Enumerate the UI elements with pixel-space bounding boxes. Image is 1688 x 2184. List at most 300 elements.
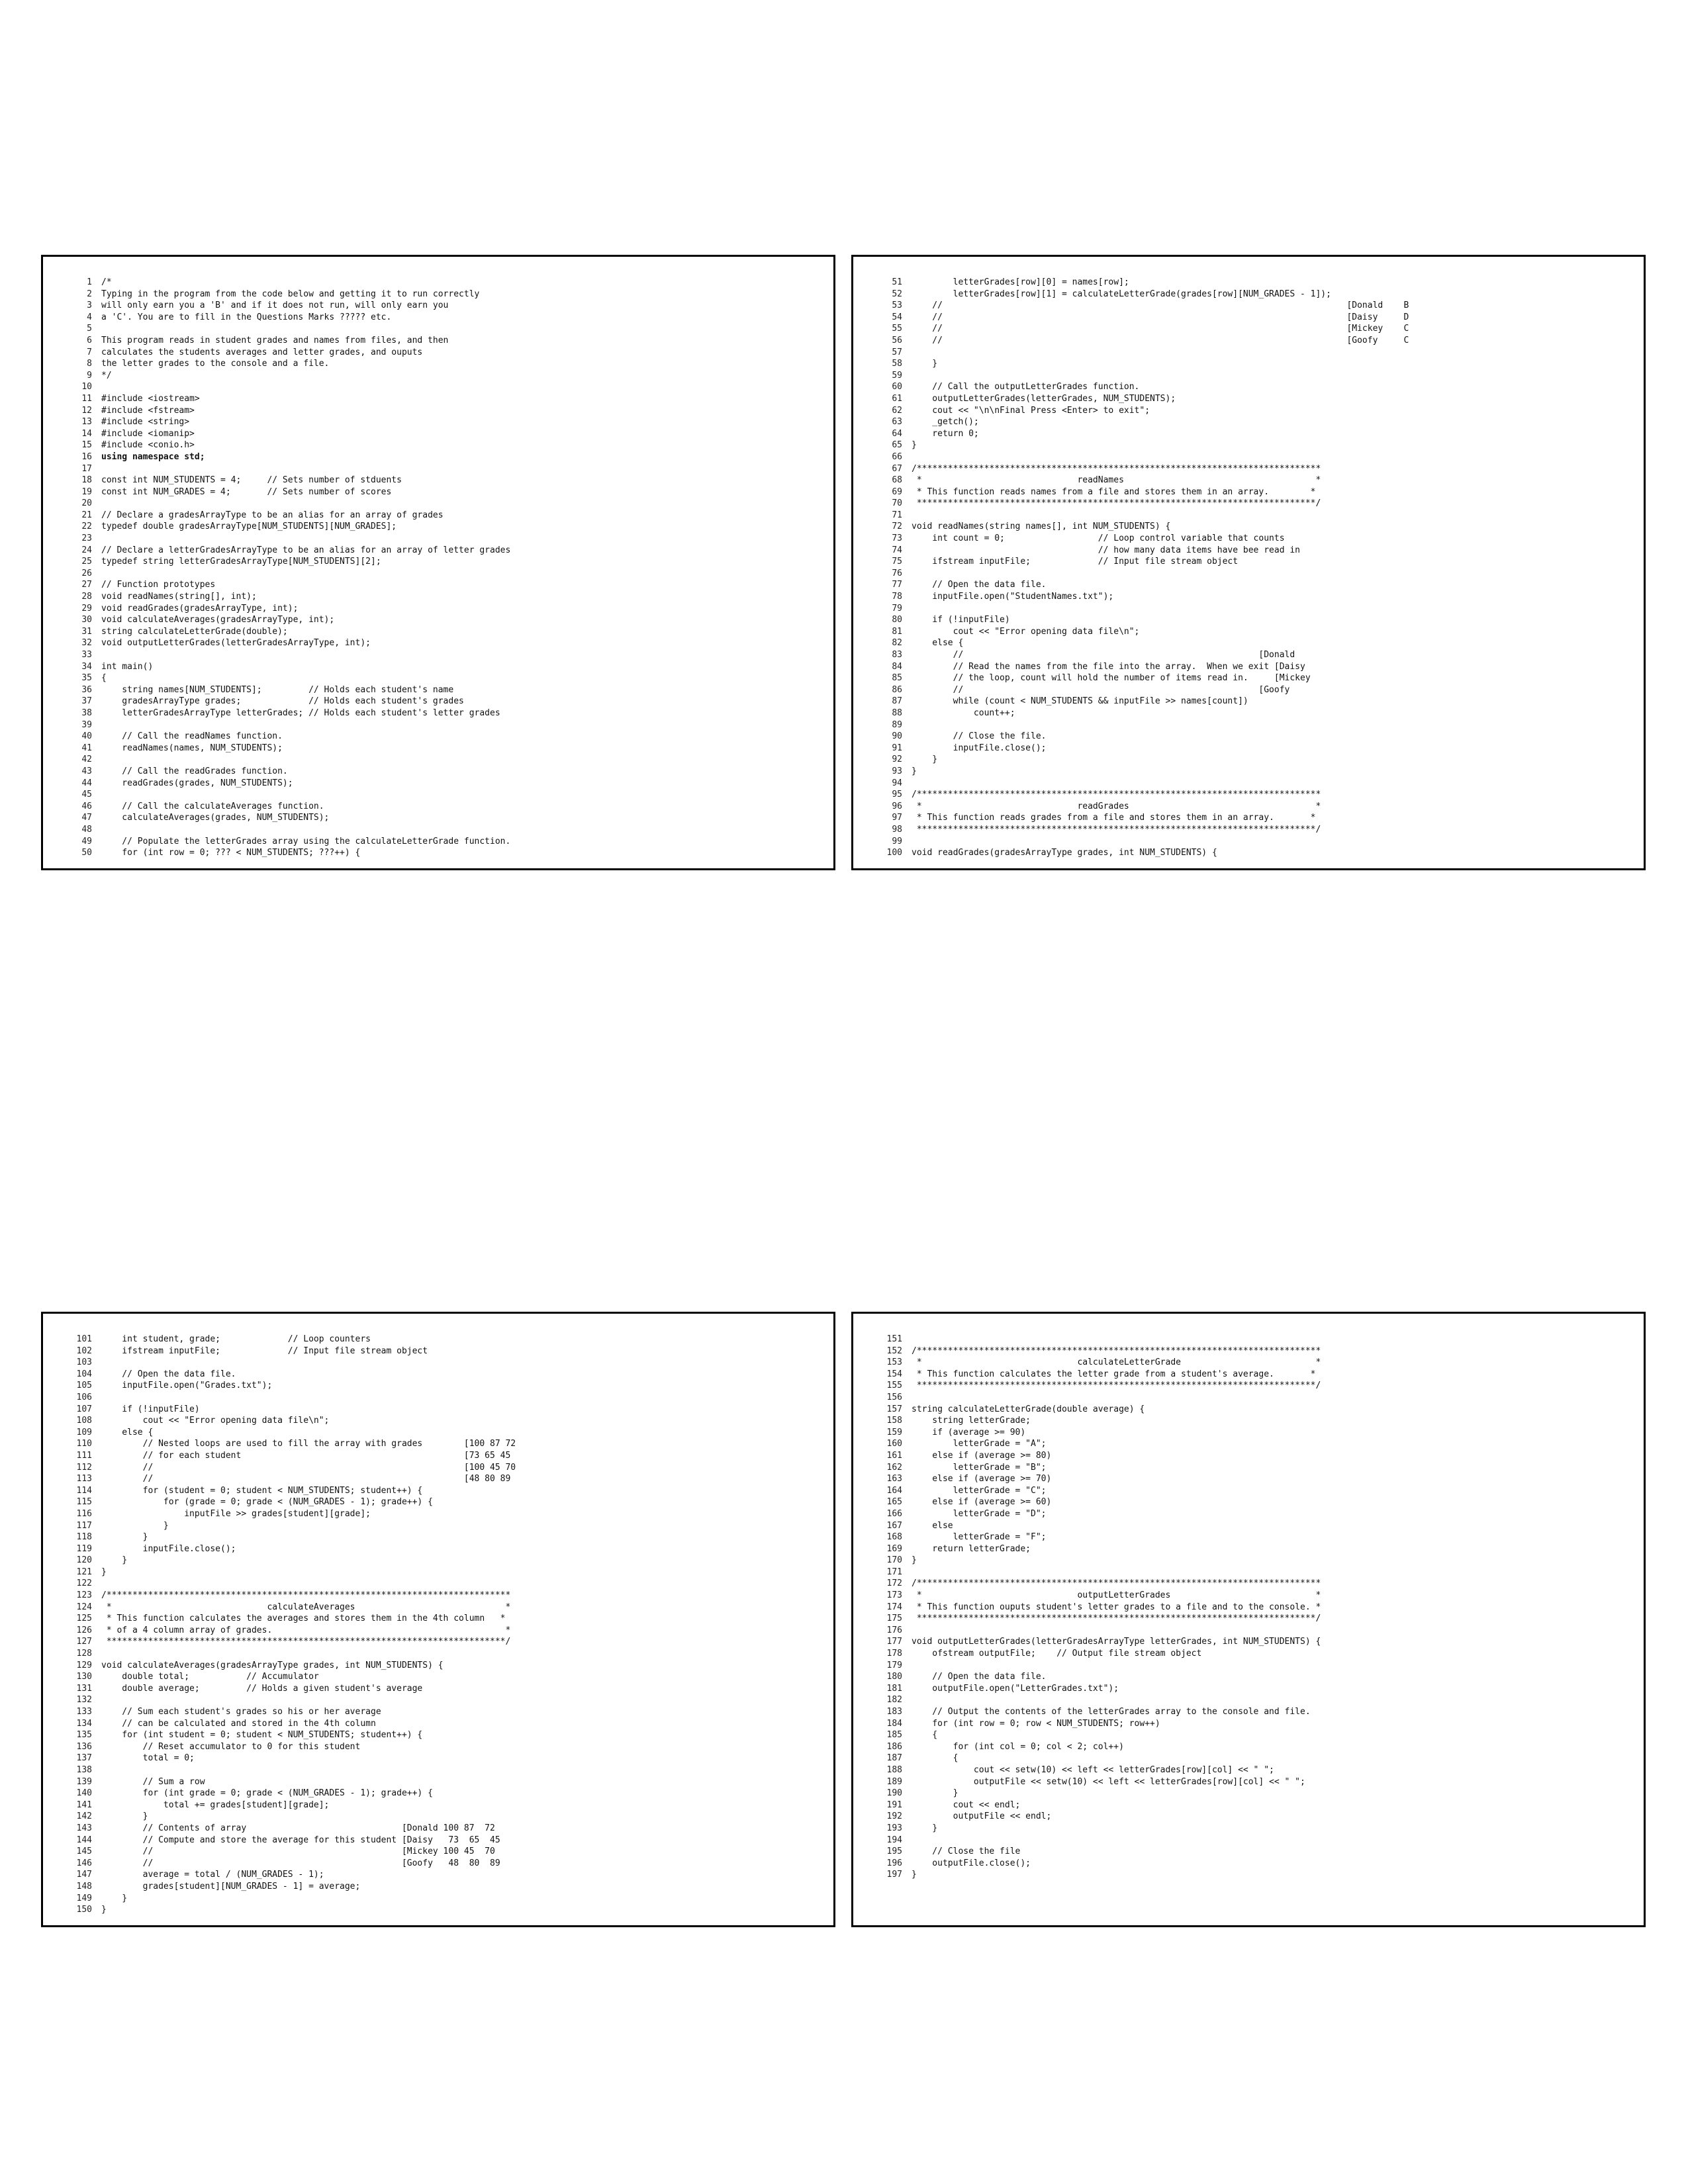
line-number: 21	[81, 510, 92, 520]
line-number: 101	[76, 1334, 92, 1344]
line-number: 56	[892, 335, 902, 345]
line-number: 123	[76, 1590, 92, 1601]
code-line	[853, 1473, 1644, 1485]
code-text: else if (average >= 70)	[912, 1474, 1052, 1484]
code-text: the letter grades to the console and a file.	[101, 359, 330, 369]
line-number: 9	[87, 370, 92, 381]
code-line	[43, 1543, 833, 1555]
line-number: 102	[76, 1345, 92, 1356]
code-text: for (grade = 0; grade < (NUM_GRADES - 1); grade++) {	[101, 1497, 433, 1508]
line-number: 132	[76, 1695, 92, 1706]
line-number: 114	[76, 1485, 92, 1496]
code-text: * This function calculates the letter grade from a student's average. *	[912, 1369, 1316, 1379]
code-text: /******************************************************************************	[912, 463, 1321, 474]
line-number: 55	[892, 324, 902, 334]
line-number: 130	[76, 1672, 92, 1682]
code-text: // Open the data file.	[101, 1369, 236, 1379]
line-number: 16	[81, 451, 92, 462]
line-number: 39	[81, 719, 92, 730]
line-number: 12	[81, 405, 92, 416]
line-number: 54	[892, 312, 902, 322]
code-text: /******************************************************************************	[101, 1590, 511, 1601]
code-text: // Open the data file.	[912, 1672, 1047, 1682]
code-line	[43, 591, 833, 603]
line-number: 1	[87, 277, 92, 287]
code-line	[853, 1869, 1644, 1881]
code-line	[853, 1788, 1644, 1799]
code-text: // Output the contents of the letterGrades array to the console and file.	[912, 1707, 1311, 1717]
code-line	[43, 1567, 833, 1578]
code-line	[853, 428, 1644, 440]
code-line	[853, 731, 1644, 743]
code-line	[43, 1904, 833, 1916]
code-text: * This function reads names from a file and stores them in an array. *	[912, 486, 1316, 497]
code-line	[853, 521, 1644, 533]
code-text: Typing in the program from the code below and getting it to run correctly	[101, 289, 480, 299]
code-text: // Declare a letterGradesArrayType to be an alias for an array of letter grades	[101, 545, 511, 555]
code-line	[43, 672, 833, 684]
code-text: outputFile << endl;	[912, 1811, 1052, 1822]
code-line	[853, 1811, 1644, 1823]
line-number: 74	[892, 545, 902, 555]
line-number: 134	[76, 1718, 92, 1729]
code-text: cout << endl;	[912, 1799, 1021, 1810]
code-text: }	[912, 766, 917, 776]
code-text: readNames(names, NUM_STUDENTS);	[101, 743, 283, 753]
code-line	[43, 312, 833, 324]
line-number: 60	[892, 382, 902, 392]
code-line	[853, 1776, 1644, 1788]
code-text: average = total / (NUM_GRADES - 1);	[101, 1870, 324, 1880]
code-line	[853, 1496, 1644, 1508]
code-line	[853, 824, 1644, 836]
line-number: 63	[892, 417, 902, 428]
line-number: 115	[76, 1497, 92, 1508]
line-number: 3	[87, 300, 92, 311]
code-line	[43, 300, 833, 312]
code-text: cout << "\n\nFinal Press <Enter> to exit";	[912, 405, 1150, 416]
code-listing	[43, 1334, 833, 1916]
code-text: double total; // Accumulator	[101, 1672, 319, 1682]
code-line	[853, 1369, 1644, 1381]
line-number: 97	[892, 813, 902, 823]
code-line	[43, 1788, 833, 1799]
line-number: 120	[76, 1555, 92, 1566]
code-line	[853, 672, 1644, 684]
line-number: 100	[886, 848, 902, 858]
line-number: 103	[76, 1357, 92, 1368]
code-line	[43, 1799, 833, 1811]
code-line	[43, 533, 833, 545]
line-number: 65	[892, 440, 902, 451]
code-text: cout << setw(10) << left << letterGrades[row][col] << " ";	[912, 1764, 1274, 1775]
line-number: 33	[81, 650, 92, 660]
line-number: 98	[892, 824, 902, 835]
code-text: calculateAverages(grades, NUM_STUDENTS);	[101, 813, 330, 823]
line-number: 57	[892, 347, 902, 357]
code-line	[43, 381, 833, 393]
code-line	[853, 1823, 1644, 1835]
code-line	[853, 439, 1644, 451]
code-text: // Call the calculateAverages function.	[101, 801, 324, 811]
code-line	[853, 1706, 1644, 1718]
line-number: 191	[886, 1799, 902, 1810]
code-text: // Sum each student's grades so his or her average	[101, 1707, 381, 1717]
code-line	[43, 637, 833, 649]
line-number: 121	[76, 1567, 92, 1577]
line-number: 32	[81, 638, 92, 649]
code-line	[853, 743, 1644, 754]
line-number: 175	[886, 1614, 902, 1624]
code-line	[43, 1869, 833, 1881]
code-text: }	[912, 1823, 938, 1833]
line-number: 44	[81, 778, 92, 788]
line-number: 159	[886, 1427, 902, 1437]
code-line	[853, 1345, 1644, 1357]
code-text: total = 0;	[101, 1753, 195, 1764]
line-number: 181	[886, 1683, 902, 1694]
code-line	[853, 323, 1644, 335]
code-text: letterGrade = "B";	[912, 1462, 1047, 1473]
code-text: // for each student [73 65 45	[101, 1450, 511, 1461]
code-line	[853, 766, 1644, 778]
code-line	[43, 1380, 833, 1392]
line-number: 194	[886, 1835, 902, 1845]
code-line	[43, 789, 833, 801]
code-line	[43, 1508, 833, 1520]
code-text: inputFile.open("StudentNames.txt");	[912, 592, 1114, 602]
line-number: 47	[81, 813, 92, 823]
code-line	[853, 778, 1644, 790]
code-line	[853, 556, 1644, 568]
line-number: 173	[886, 1590, 902, 1601]
code-text: */	[101, 370, 112, 381]
code-text: }	[101, 1893, 128, 1903]
code-line	[853, 312, 1644, 324]
line-number: 169	[886, 1543, 902, 1554]
code-text: inputFile.close();	[101, 1543, 236, 1554]
code-line	[43, 778, 833, 790]
code-text: calculates the students averages and letter grades, and ouputs	[101, 347, 423, 357]
line-number: 155	[886, 1381, 902, 1391]
line-number: 36	[81, 684, 92, 695]
line-number: 90	[892, 731, 902, 742]
code-line	[853, 1694, 1644, 1706]
code-text: {	[101, 673, 107, 684]
code-line	[853, 510, 1644, 522]
code-line	[43, 1741, 833, 1753]
code-line	[43, 556, 833, 568]
line-number: 150	[76, 1905, 92, 1915]
line-number: 146	[76, 1858, 92, 1868]
line-number: 80	[892, 615, 902, 625]
line-number: 109	[76, 1427, 92, 1437]
code-text: if (!inputFile)	[101, 1404, 200, 1414]
code-line	[853, 1660, 1644, 1672]
line-number: 137	[76, 1753, 92, 1764]
line-number: 170	[886, 1555, 902, 1566]
line-number: 86	[892, 684, 902, 695]
line-number: 160	[886, 1439, 902, 1449]
code-line	[853, 381, 1644, 393]
code-text: return 0;	[912, 428, 979, 439]
code-line	[853, 545, 1644, 557]
code-text: outputLetterGrades(letterGrades, NUM_STUDENTS);	[912, 393, 1176, 404]
line-number: 151	[886, 1334, 902, 1344]
code-line	[853, 568, 1644, 580]
line-number: 69	[892, 486, 902, 497]
code-text: #include <conio.h>	[101, 440, 195, 451]
code-text: void readNames(string names[], int NUM_STUDENTS) {	[912, 522, 1171, 532]
code-line	[43, 603, 833, 615]
line-number: 5	[87, 324, 92, 334]
code-line	[853, 498, 1644, 510]
line-number: 143	[76, 1823, 92, 1833]
line-number: 189	[886, 1776, 902, 1787]
line-number: 140	[76, 1788, 92, 1799]
code-line	[43, 393, 833, 405]
line-number: 195	[886, 1846, 902, 1857]
line-number: 29	[81, 603, 92, 614]
line-number: 165	[886, 1497, 902, 1508]
line-number: 119	[76, 1543, 92, 1554]
line-number: 122	[76, 1578, 92, 1589]
line-number: 182	[886, 1695, 902, 1706]
line-number: 82	[892, 638, 902, 649]
code-line	[853, 1415, 1644, 1427]
code-line	[853, 533, 1644, 545]
code-listing	[853, 1334, 1644, 1881]
code-text: // Contents of array [Donald 100 87 72	[101, 1823, 495, 1833]
line-number: 183	[886, 1707, 902, 1717]
code-line	[43, 1473, 833, 1485]
code-text: #include <fstream>	[101, 405, 195, 416]
line-number: 149	[76, 1893, 92, 1903]
code-text: // [Daisy D	[912, 312, 1409, 322]
code-text: * readGrades *	[912, 801, 1321, 811]
code-text: inputFile.open("Grades.txt");	[101, 1381, 273, 1391]
code-line	[43, 626, 833, 638]
code-text: string calculateLetterGrade(double average) {	[912, 1404, 1145, 1414]
line-number: 136	[76, 1741, 92, 1752]
line-number: 2	[87, 289, 92, 299]
line-number: 27	[81, 580, 92, 590]
code-text: double average; // Holds a given student's average	[101, 1683, 423, 1694]
code-text: *****************************************************************************/	[101, 1637, 511, 1647]
code-line	[43, 812, 833, 824]
code-text: }	[101, 1520, 169, 1531]
code-line	[853, 370, 1644, 382]
line-number: 118	[76, 1532, 92, 1543]
code-text: /******************************************************************************	[912, 1345, 1321, 1356]
code-text: a 'C'. You are to fill in the Questions Marks ????? etc.	[101, 312, 392, 322]
code-text: // Populate the letterGrades array using the calculateLetterGrade function.	[101, 836, 511, 846]
code-text: for (student = 0; student < NUM_STUDENTS; student++) {	[101, 1485, 423, 1496]
code-text: inputFile >> grades[student][grade];	[101, 1508, 371, 1519]
line-number: 89	[892, 719, 902, 730]
code-line	[43, 1613, 833, 1625]
code-text: * This function calculates the averages and stores them in the 4th column *	[101, 1614, 506, 1624]
code-line	[853, 1846, 1644, 1858]
code-line	[43, 416, 833, 428]
code-line	[43, 731, 833, 743]
line-number: 116	[76, 1508, 92, 1519]
line-number: 174	[886, 1602, 902, 1612]
line-number: 6	[87, 335, 92, 345]
line-number: 68	[892, 475, 902, 486]
code-listing	[853, 277, 1644, 859]
line-number: 180	[886, 1672, 902, 1682]
code-line	[43, 1369, 833, 1381]
line-number: 131	[76, 1683, 92, 1694]
code-line	[43, 510, 833, 522]
code-line	[43, 289, 833, 300]
code-line	[853, 1683, 1644, 1695]
code-line	[853, 1567, 1644, 1578]
code-text: for (int student = 0; student < NUM_STUDENTS; student++) {	[101, 1730, 423, 1741]
code-line	[853, 696, 1644, 707]
code-line	[43, 1718, 833, 1730]
line-number: 138	[76, 1764, 92, 1775]
line-number: 133	[76, 1707, 92, 1717]
code-line	[43, 463, 833, 475]
line-number: 110	[76, 1439, 92, 1449]
code-line	[853, 603, 1644, 615]
code-line	[853, 1392, 1644, 1404]
code-line	[853, 614, 1644, 626]
code-line	[43, 707, 833, 719]
code-text: * outputLetterGrades *	[912, 1590, 1321, 1601]
code-text: {	[912, 1730, 938, 1741]
line-number: 154	[886, 1369, 902, 1379]
code-text: else {	[912, 638, 964, 649]
code-text: /*	[101, 277, 112, 287]
code-text: return letterGrade;	[912, 1543, 1031, 1554]
code-text: letterGrades[row][1] = calculateLetterGrade(grades[row][NUM_GRADES - 1]);	[912, 289, 1331, 299]
code-text: else	[912, 1520, 953, 1531]
code-text: // Read the names from the file into the array. When we exit [Daisy	[912, 661, 1305, 672]
line-number: 79	[892, 603, 902, 614]
line-number: 67	[892, 463, 902, 474]
code-text: void readNames(string[], int);	[101, 592, 257, 602]
line-number: 84	[892, 661, 902, 672]
code-line	[853, 1485, 1644, 1497]
code-text: This program reads in student grades and names from files, and then	[101, 335, 449, 345]
code-line	[43, 614, 833, 626]
code-panel-lines-151-197	[851, 1312, 1646, 1927]
code-line	[43, 451, 833, 463]
code-line	[43, 1683, 833, 1695]
code-line	[43, 1485, 833, 1497]
line-number: 72	[892, 522, 902, 532]
line-number: 127	[76, 1637, 92, 1647]
code-line	[43, 405, 833, 417]
code-text: }	[101, 1905, 107, 1915]
code-line	[853, 1625, 1644, 1637]
code-line	[853, 1357, 1644, 1369]
line-number: 7	[87, 347, 92, 357]
code-line	[853, 405, 1644, 417]
code-line	[43, 1496, 833, 1508]
code-line	[853, 475, 1644, 486]
code-text: letterGrade = "F";	[912, 1532, 1047, 1543]
code-line	[853, 1334, 1644, 1345]
code-line	[43, 277, 833, 289]
code-line	[43, 1729, 833, 1741]
code-line	[43, 1823, 833, 1835]
line-number: 107	[76, 1404, 92, 1414]
line-number: 196	[886, 1858, 902, 1868]
code-text: if (average >= 90)	[912, 1427, 1026, 1437]
code-line	[43, 719, 833, 731]
code-text: // [Goofy 48 80 89	[101, 1858, 500, 1868]
code-line	[43, 1764, 833, 1776]
code-line	[43, 836, 833, 848]
code-line	[43, 323, 833, 335]
code-text: outputFile.close();	[912, 1858, 1031, 1868]
code-line	[43, 335, 833, 347]
code-line	[43, 545, 833, 557]
code-text: for (int grade = 0; grade < (NUM_GRADES - 1); grade++) {	[101, 1788, 433, 1799]
code-line	[853, 1764, 1644, 1776]
code-text: string calculateLetterGrade(double);	[101, 626, 288, 637]
code-line	[853, 1404, 1644, 1416]
code-text: ifstream inputFile; // Input file stream object	[912, 557, 1239, 567]
code-line	[853, 393, 1644, 405]
code-text: *****************************************************************************/	[912, 1381, 1321, 1391]
line-number: 128	[76, 1649, 92, 1659]
line-number: 38	[81, 707, 92, 718]
code-line	[43, 1462, 833, 1474]
line-number: 93	[892, 766, 902, 776]
line-number: 142	[76, 1811, 92, 1822]
line-number: 10	[81, 382, 92, 392]
code-text: string letterGrade;	[912, 1416, 1031, 1426]
line-number: 22	[81, 522, 92, 532]
code-line	[853, 416, 1644, 428]
line-number: 77	[892, 580, 902, 590]
line-number: 4	[87, 312, 92, 322]
code-line	[43, 743, 833, 754]
line-number: 43	[81, 766, 92, 776]
code-text: // Open the data file.	[912, 580, 1047, 590]
line-number: 184	[886, 1718, 902, 1729]
code-text: count++;	[912, 707, 1015, 718]
line-number: 96	[892, 801, 902, 811]
code-line	[853, 1438, 1644, 1450]
line-number: 139	[76, 1776, 92, 1787]
code-line	[43, 1415, 833, 1427]
line-number: 108	[76, 1416, 92, 1426]
code-text: else if (average >= 60)	[912, 1497, 1052, 1508]
code-text: letterGrade = "A";	[912, 1439, 1047, 1449]
code-line	[43, 1450, 833, 1462]
code-text: * This function reads grades from a file and stores them in an array. *	[912, 813, 1316, 823]
code-text: string names[NUM_STUDENTS]; // Holds each student's name	[101, 684, 454, 695]
code-panel-lines-1-50	[41, 255, 835, 870]
code-text: letterGrade = "C";	[912, 1485, 1047, 1496]
line-number: 23	[81, 533, 92, 544]
code-line	[43, 1404, 833, 1416]
code-text: else {	[101, 1427, 154, 1437]
code-text: gradesArrayType grades; // Holds each student's grades	[101, 696, 464, 707]
code-line	[43, 1846, 833, 1858]
code-text: // Close the file	[912, 1846, 1021, 1857]
code-text: }	[912, 1788, 959, 1799]
code-text: // Declare a gradesArrayType to be an alias for an array of grades	[101, 510, 444, 520]
code-text: for (int col = 0; col < 2; col++)	[912, 1741, 1124, 1752]
line-number: 166	[886, 1508, 902, 1519]
